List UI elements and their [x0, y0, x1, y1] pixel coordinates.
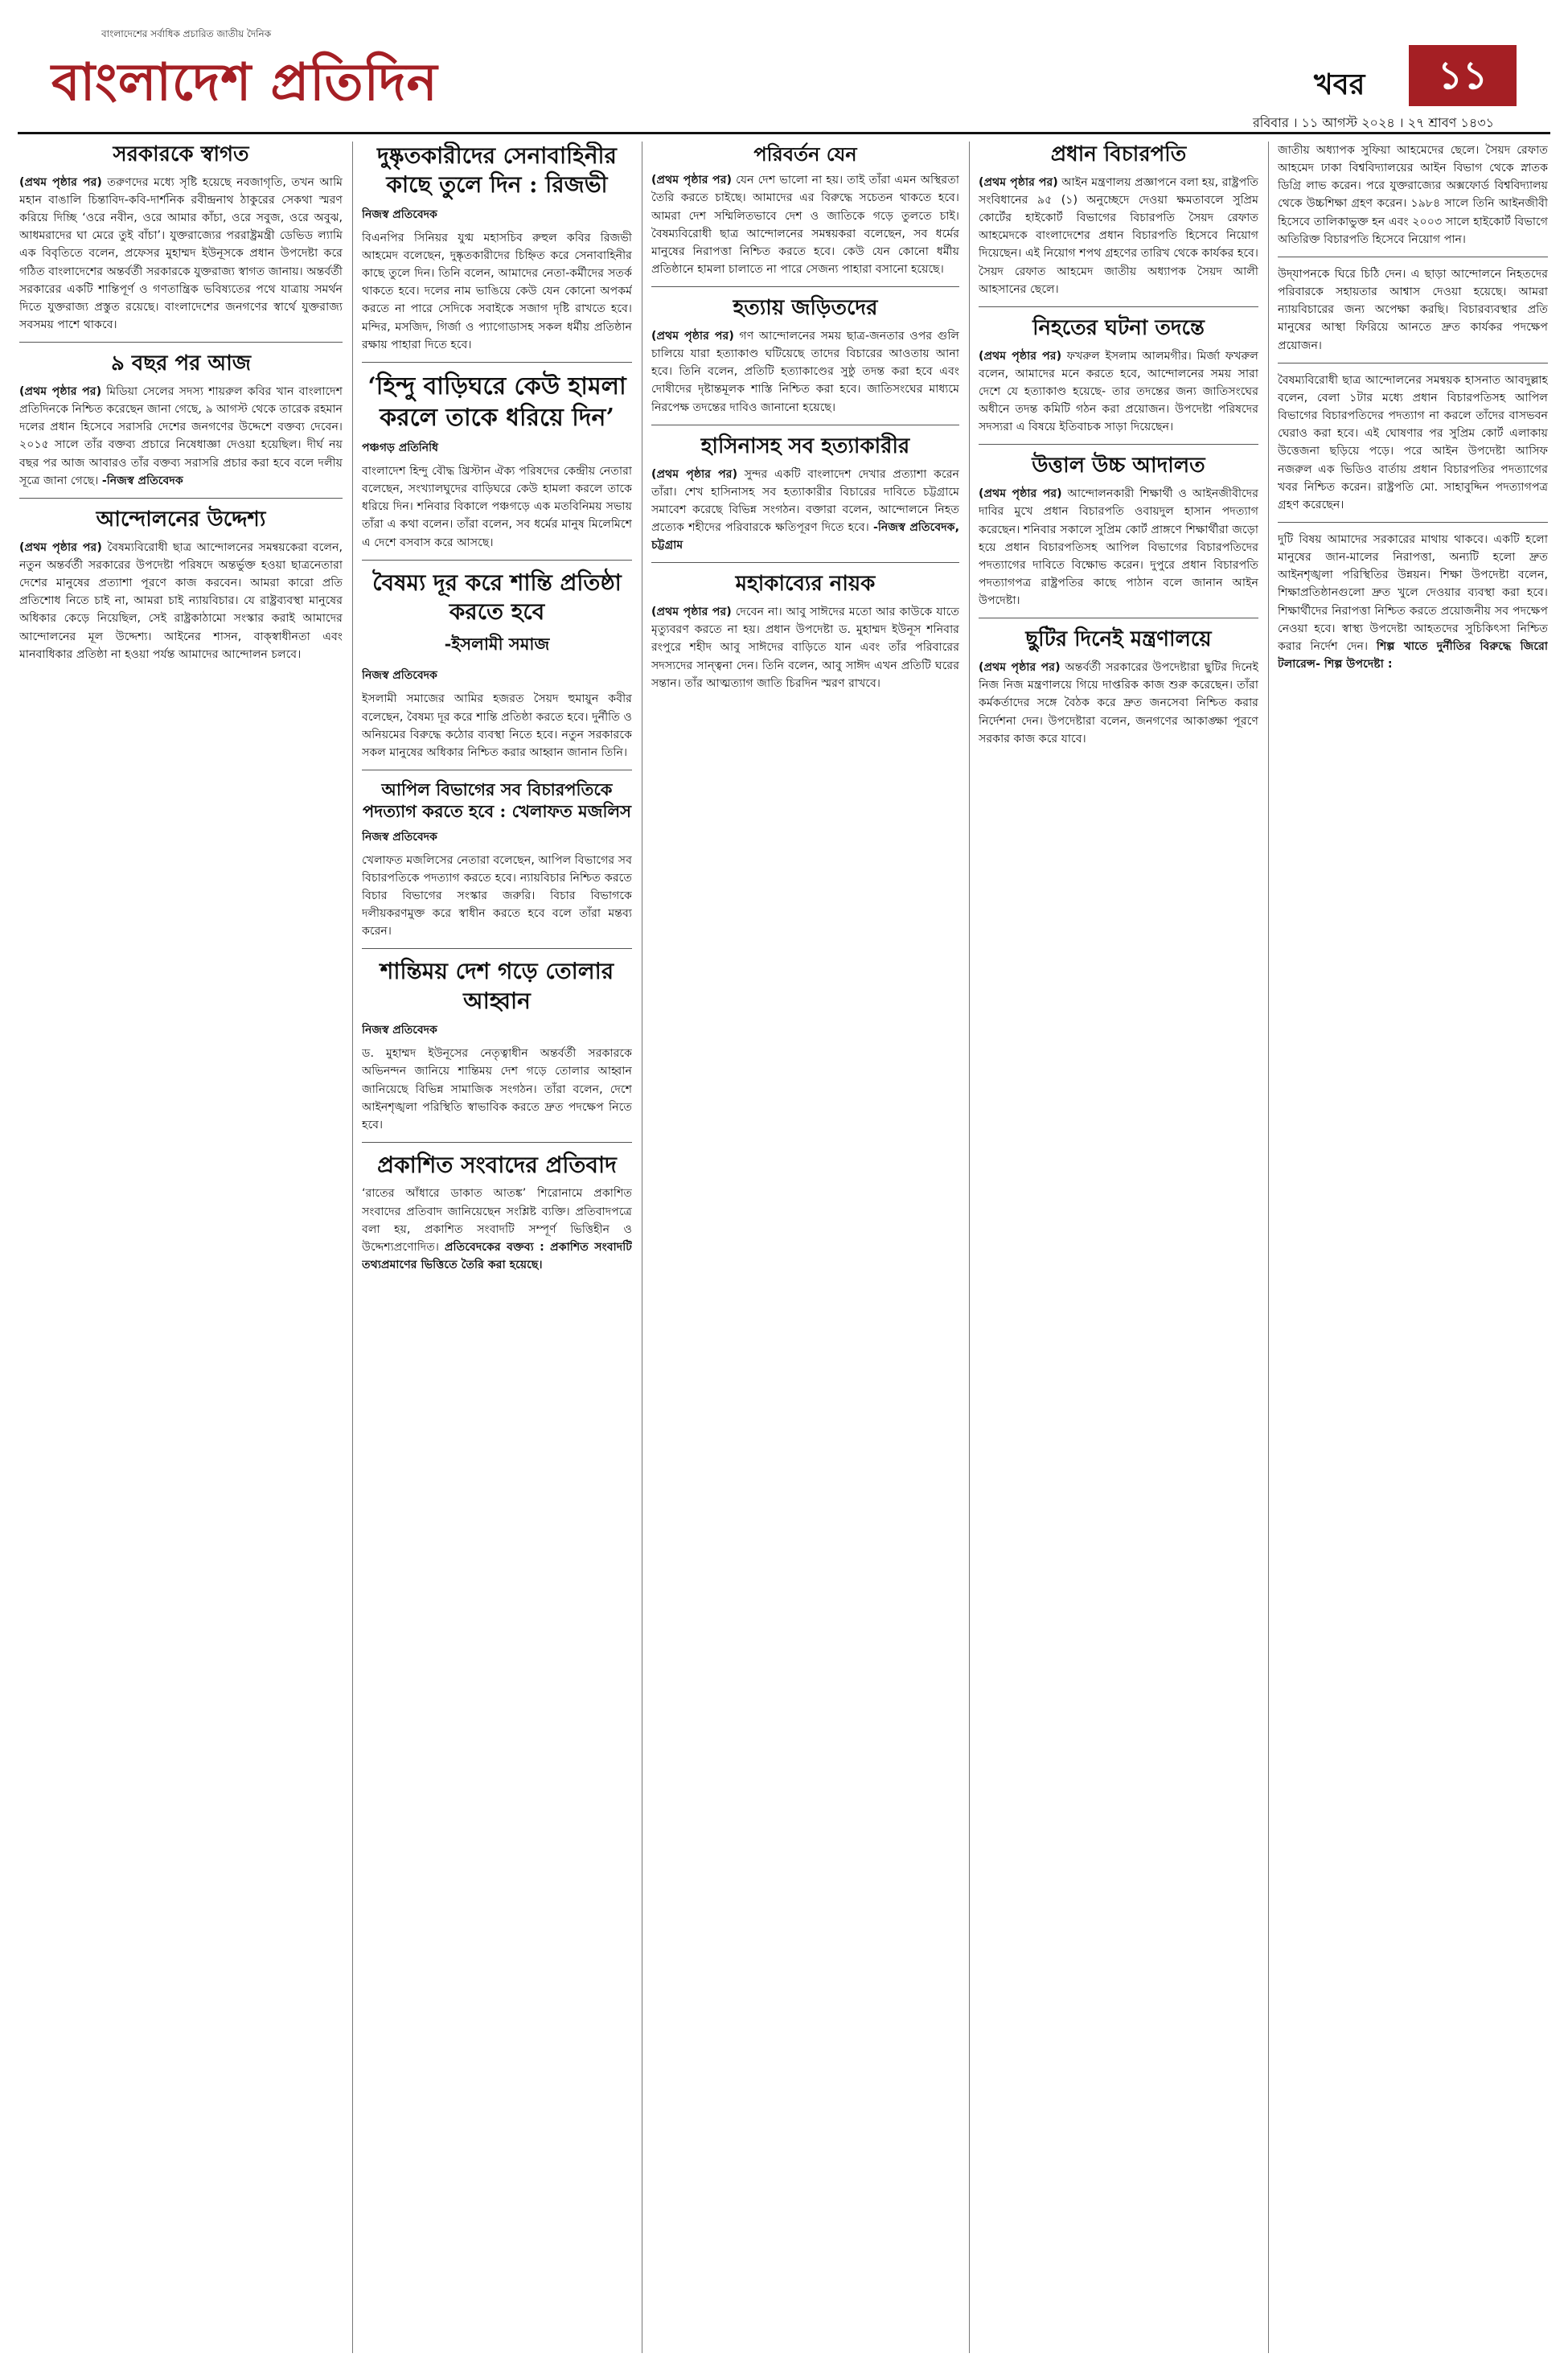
page-number: ১১ — [1409, 45, 1517, 106]
article-rizvi: বিএনপির সিনিয়র যুগ্ম মহাসচিব রুহুল কবির রিজভী আহমেদ বলেছেন, দুষ্কৃতকারীদের চিহ্নিত করে সেনাবাহিনীর কাছে তুলে দিন। তিনি বলেন, আমাদের নেতা-কর্মীদের সতর্ক থাকতে হবে। দলের নাম ভাঙিয়ে কেউ যেন কোনো অপকর্ম করতে না পারে সেদিকে সবাইকে সজাগ দৃষ্টি রাখতে হবে। মন্দির, মসজিদ, গির্জা ও প্যাগোডাসহ সকল ধর্মীয় প্রতিষ্ঠান রক্ষায় পাহারা দিতে হবে। — [362, 231, 632, 351]
article-movement-objective: (প্রথম পৃষ্ঠার পর) বৈষম্যবিরোধী ছাত্র আন্দোলনের সমন্বয়কেরা বলেন, নতুন অন্তর্বর্তী সরকারের উপদেষ্টা পরিষদে অন্তর্ভুক্ত হওয়া ছাত্রনেতারা দেশের মানুষের প্রত্যাশা পূরণে কাজ করবেন। আমরা কারো প্রতি প্রতিশোধ নিতে চাই না, আমরা চাই ন্যায়বিচার। যে রাষ্ট্রব্যবস্থা মানুষের অধিকার কেড়ে নিয়েছিল, সেই রাষ্ট্রকাঠামো সংস্কার করাই আমাদের আন্দোলনের মূল উদ্দেশ্য। আইনের শাসন, বাক্‌স্বাধীনতা এবং মানবাধিকার প্রতিষ্ঠা না হওয়া পর্যন্ত আমাদের আন্দোলন চলবে। — [19, 540, 343, 661]
article-protest-notice: ‘রাতের আঁধারে ডাকাত আতঙ্ক’ শিরোনামে প্রকাশিত সংবাদের প্রতিবাদ জানিয়েছেন সংশ্লিষ্ট ব্যক্তি। প্রতিবাদপত্রে বলা হয়, প্রকাশিত সংবাদটি সম্পূর্ণ ভিত্তিহীন ও উদ্দেশ্যপ্রণোদিত। প্রতিবেদকের বক্তব্য : প্রকাশিত সংবাদটি তথ্যপ্রমাণের ভিত্তিতে তৈরি করা হয়েছে। — [362, 1187, 632, 1272]
headline-peaceful-country: শান্তিময় দেশ গড়ে তোলার আহ্বান — [380, 958, 614, 1014]
column-3 — [651, 142, 959, 2353]
headline-protest-notice: প্রকাশিত সংবাদের প্রতিবাদ — [377, 1152, 617, 1178]
article-death-investigation: (প্রথম পৃষ্ঠার পর) ফখরুল ইসলাম আলমগীর। মির্জা ফখরুল বলেন, আমাদের মনে করতে হবে, আন্দোলনের সময় সারা দেশে যে হত্যাকাণ্ড হয়েছে- তার তদন্তের জন্য জাতিসংঘের অধীনে তদন্ত কমিটি গঠন করা প্রয়োজন। উপদেষ্টা পরিষদের সদস্যরা এ বিষয়ে ইতিবাচক সাড়া দিয়েছেন। — [979, 349, 1258, 434]
headline-welcome-government: সরকারকে স্বাগত — [113, 142, 249, 166]
column-1 — [19, 142, 343, 2353]
article-hasina-killers: (প্রথম পৃষ্ঠার পর) সুন্দর একটি বাংলাদেশ দেখার প্রত্যাশা করেন তাঁরা। শেখ হাসিনাসহ সব হত্যাকারীর বিচারের দাবিতে চট্টগ্রামে সমাবেশ করেছে বিভিন্ন সংগঠন। বক্তারা বলেন, আন্দোলনে নিহত প্রত্যেক শহীদের পরিবারকে ক্ষতিপূরণ দিতে হবে। -নিজস্ব প্রতিবেদক, চট্টগ্রাম — [651, 467, 959, 552]
headline-khelafat-majlis: আপিল বিভাগের সব বিচারপতিকে পদত্যাগ করতে হবে : খেলাফত মজলিস — [362, 779, 632, 822]
article-separator — [362, 948, 632, 949]
masthead — [0, 0, 1568, 130]
article-killers-involved: (প্রথম পৃষ্ঠার পর) গণ আন্দোলনের সময় ছাত্র-জনতার ওপর গুলি চালিয়ে যারা হত্যাকাণ্ড ঘটিয়েছে তাদের বিচারের আওতায় আনা হবে। তিনি বলেন, প্রতিটি হত্যাকাণ্ডের সুষ্ঠু তদন্ত করা হবে এবং দোষীদের দৃষ্টান্তমূলক শাস্তি নিশ্চিত করা হবে। জাতিসংঘের মাধ্যমে নিরপেক্ষ তদন্তের দাবিও জানানো হয়েছে। — [651, 329, 959, 414]
article-separator — [19, 498, 343, 499]
article-epic-hero: (প্রথম পৃষ্ঠার পর) দেবেন না। আবু সাঈদের মতো আর কাউকে যাতে মৃত্যুবরণ করতে না হয়। প্রধান উপদেষ্টা ড. মুহাম্মদ ইউনূস শনিবার রংপুরে শহীদ আবু সাঈদের বাড়িতে যান এবং তাঁর পরিবারের সদস্যদের সান্ত্বনা দেন। তিনি বলেন, আবু সাঈদ এখন প্রতিটি ঘরের সন্তান। তাঁর আত্মত্যাগ জাতি চিরদিন স্মরণ রাখবে। — [651, 606, 959, 690]
article-welcome-government: (প্রথম পৃষ্ঠার পর) তরুণদের মধ্যে সৃষ্টি হয়েছে নবজাগৃতি, তখন আমি মহান বাঙালি চিন্তাবিদ-কবি-দার্শনিক রবীন্দ্রনাথ ঠাকুরের সেকথা স্মরণ করিয়ে দিচ্ছি ‘ওরে নবীন, ওরে আমার কাঁচা, ওরে সবুজ, ওরে অবুঝ, আধমরাদের ঘা মেরে তুই বাঁচা’। যুক্তরাজ্যের পররাষ্ট্রমন্ত্রী ডেভিড ল্যামি এক বিবৃতিতে বলেন, প্রফেসর মুহাম্মদ ইউনূসকে প্রধান উপদেষ্টা করে গঠিত বাংলাদেশের অন্তর্বর্তী সরকারকে যুক্তরাজ্য স্বাগত জানায়। অন্তর্বর্তী সরকারের একটি শান্তিপূর্ণ ও গণতান্ত্রিক ভবিষ্যতের পথে যাত্রায় সমর্থন দিতে যুক্তরাজ্য প্রস্তুত রয়েছে। বাংলাদেশের জনগণের স্বার্থে যুক্তরাজ্য সবসময় পাশে থাকবে। — [19, 175, 343, 332]
headline-chief-justice: প্রধান বিচারপতি — [1050, 142, 1187, 166]
headline-killers-involved: হত্যায় জড়িতদের — [733, 296, 878, 321]
headline-nine-years: ৯ বছর পর আজ — [110, 351, 252, 376]
column-4 — [979, 142, 1258, 2353]
section-label: খবর — [1314, 68, 1365, 101]
article-chief-justice-continued: জাতীয় অধ্যাপক সুফিয়া আহমেদের ছেলে। সৈয়দ রেফাত আহমেদ ঢাকা বিশ্ববিদ্যালয়ের আইন বিভাগ থেকে স্নাতক ডিগ্রি লাভ করেন। পরে যুক্তরাজ্যের অক্সফোর্ড বিশ্ববিদ্যালয় থেকে উচ্চশিক্ষা গ্রহণ করেন। ১৯৮৪ সালে তিনি আইনজীবী হিসেবে তালিকাভুক্ত হন এবং ২০০৩ সালে হাইকোর্ট বিভাগে অতিরিক্ত বিচারপতি হিসেবে নিয়োগ পান। — [1278, 144, 1548, 246]
article-separator — [362, 1142, 632, 1143]
byline: পঞ্চগড় প্রতিনিধি — [362, 441, 438, 454]
article-separator — [979, 306, 1258, 307]
headline-death-investigation: নিহতের ঘটনা তদন্তে — [1032, 315, 1205, 340]
column-divider — [1268, 142, 1269, 2353]
masthead-rule — [18, 132, 1550, 134]
headline-hasina-killers: হাসিনাসহ সব হত্যাকারীর — [700, 433, 910, 458]
column-divider — [969, 142, 970, 2353]
column-divider — [352, 142, 353, 2353]
article-separator — [979, 444, 1258, 445]
issue-date: রবিবার । ১১ আগস্ট ২০২৪ । ২৭ শ্রাবণ ১৪৩১ — [1253, 115, 1494, 130]
article-separator — [1278, 522, 1548, 523]
logo-text: বাংলাদেশ প্রতিদিন — [51, 52, 438, 113]
article-chief-justice: (প্রথম পৃষ্ঠার পর) আইন মন্ত্রণালয় প্রজ্ঞাপনে বলা হয়, রাষ্ট্রপতি সংবিধানের ৯৫ (১) অনুচ্ছেদে দেওয়া ক্ষমতাবলে সুপ্রিম কোর্টের হাইকোর্ট বিভাগের বিচারপতি সৈয়দ রেফাত আহমেদকে বাংলাদেশের প্রধান বিচারপতি হিসেবে নিয়োগ দিয়েছেন। এই নিয়োগ শপথ গ্রহণের তারিখ থেকে কার্যকর হবে। সৈয়দ রেফাত আহমেদ জাতীয় অধ্যাপক সৈয়দ আলী আহসানের ছেলে। — [979, 175, 1258, 296]
article-end-discrimination: ইসলামী সমাজের আমির হজরত সৈয়দ হুমায়ুন কবীর বলেছেন, বৈষম্য দূর করে শান্তি প্রতিষ্ঠা করতে হবে। দুর্নীতি ও অনিয়মের বিরুদ্ধে কঠোর ব্যবস্থা নিতে হবে। নতুন সরকারকে সকল মানুষের অধিকার নিশ্চিত করার আহ্বান জানান তিনি। — [362, 692, 632, 759]
column-5 — [1278, 142, 1548, 2353]
article-separator — [362, 560, 632, 561]
headline-rizvi: দুষ্কৃতকারীদের সেনাবাহিনীর কাছে তুলে দিন : রিজভী — [377, 142, 617, 199]
byline: নিজস্ব প্রতিবেদক — [362, 830, 437, 844]
article-death-investigation-continued: উদ্‌যাপনকে ঘিরে চিঠি দেন। এ ছাড়া আন্দোলনে নিহতদের পরিবারকে সহায়তার আশ্বাস দেওয়া হয়েছে। আমরা ন্যায়বিচারের জন্য অপেক্ষা করছি। বিচারব্যবস্থার প্রতি মানুষের আস্থা ফিরিয়ে আনতে দ্রুত কার্যকর পদক্ষেপ প্রয়োজন। — [1278, 267, 1548, 352]
article-holiday-ministry: (প্রথম পৃষ্ঠার পর) অন্তর্বর্তী সরকারের উপদেষ্টারা ছুটির দিনেই নিজ নিজ মন্ত্রণালয়ে গিয়ে দাপ্তরিক কাজ শুরু করেছেন। তাঁরা কর্মকর্তাদের সঙ্গে বৈঠক করে দ্রুত জনসেবা নিশ্চিত করার নির্দেশনা দেন। উপদেষ্টারা বলেন, জনগণের আকাঙ্ক্ষা পূরণে সরকার কাজ করে যাবে। — [979, 661, 1258, 745]
article-peaceful-country: ড. মুহাম্মদ ইউনূসের নেতৃত্বাধীন অন্তর্বর্তী সরকারকে অভিনন্দন জানিয়ে শান্তিময় দেশ গড়ে তোলার আহ্বান জানিয়েছে বিভিন্ন সামাজিক সংগঠন। তাঁরা বলেন, দেশে আইনশৃঙ্খলা পরিস্থিতি স্বাভাবিক করতে দ্রুত পদক্ষেপ নিতে হবে। — [362, 1047, 632, 1132]
article-high-court-turmoil-continued: বৈষম্যবিরোধী ছাত্র আন্দোলনের সমন্বয়ক হাসনাত আবদুল্লাহ বলেন, বেলা ১টার মধ্যে প্রধান বিচারপতিসহ আপিল বিভাগের বিচারপতিদের পদত্যাগ না করলে তাঁদের বাসভবন ঘেরাও করা হবে। এই ঘোষণার পর সুপ্রিম কোর্ট এলাকায় উত্তেজনা ছড়িয়ে পড়ে। পরে আইন উপদেষ্টা আসিফ নজরুল এক ভিডিও বার্তায় প্রধান বিচারপতির পদত্যাগের খবর নিশ্চিত করেন। রাষ্ট্রপতি মো. সাহাবুদ্দিন পদত্যাগপত্র গ্রহণ করেছেন। — [1278, 373, 1548, 511]
article-hindu-homes: বাংলাদেশ হিন্দু বৌদ্ধ খ্রিস্টান ঐক্য পরিষদের কেন্দ্রীয় নেতারা বলেছেন, সংখ্যালঘুদের বাড়িঘরে কেউ হামলা করলে তাকে ধরিয়ে দিন। শনিবার বিকালে পঞ্চগড়ে এক মতবিনিময় সভায় তাঁরা এ কথা বলেন। তাঁরা বলেন, সব ধর্মের মানুষ মিলেমিশে এ দেশে বসবাস করে আসছে। — [362, 464, 632, 549]
article-separator — [651, 562, 959, 563]
byline: নিজস্ব প্রতিবেদক — [362, 1024, 437, 1037]
article-separator — [651, 286, 959, 287]
subhead-islami-samaj: -ইসলামী সমাজ — [444, 634, 550, 655]
article-holiday-ministry-continued: দুটি বিষয় আমাদের সরকারের মাথায় থাকবে। একটি হলো মানুষের জান-মালের নিরাপত্তা, অন্যটি হলো দ্রুত আইনশৃঙ্খলা পরিস্থিতির উন্নয়ন। শিক্ষা উপদেষ্টা বলেন, শিক্ষাপ্রতিষ্ঠানগুলো দ্রুত খুলে দেওয়ার ব্যবস্থা করা হবে। শিক্ষার্থীদের নিরাপত্তা নিশ্চিত করতে প্রয়োজনীয় সব পদক্ষেপ নেওয়া হবে। স্বাস্থ্য উপদেষ্টা আহতদের সুচিকিৎসা নিশ্চিত করার নির্দেশ দেন। শিল্প খাতে দুর্নীতির বিরুদ্ধে জিরো টলারেন্স- শিল্প উপদেষ্টা : — [1278, 532, 1548, 672]
newspaper-logo — [51, 28, 438, 129]
headline-hindu-homes: ‘হিন্দু বাড়িঘরে কেউ হামলা করলে তাকে ধরিয়ে দিন’ — [367, 372, 626, 432]
column-2 — [362, 142, 632, 2353]
headline-change: পরিবর্তন যেন — [753, 142, 857, 166]
article-change: (প্রথম পৃষ্ঠার পর) যেন দেশ ভালো না হয়। তাই তাঁরা এমন অস্থিরতা তৈরি করতে চাইছে। আমাদের এর বিরুদ্ধে সচেতন থাকতে হবে। আমরা দেশ সম্মিলিতভাবে দেশ ও জাতিকে গড়ে তুলতে চাই। বৈষম্যবিরোধী ছাত্র আন্দোলনের সমন্বয়করা বলেছেন, সব ধর্মের মানুষের নিরাপত্তা নিশ্চিত করতে হবে। কেউ যেন কোনো ধর্মীয় প্রতিষ্ঠানে হামলা চালাতে না পারে সেজন্য পাহারা বসানো হয়েছে। — [651, 174, 959, 276]
article-separator — [19, 342, 343, 343]
headline-end-discrimination: বৈষম্য দূর করে শান্তি প্রতিষ্ঠা করতে হবে — [372, 569, 622, 626]
headline-holiday-ministry: ছুটির দিনেই মন্ত্রণালয়ে — [1025, 627, 1212, 652]
headline-movement-objective: আন্দোলনের উদ্দেশ্য — [96, 507, 266, 532]
headline-epic-hero: মহাকাব্যের নায়ক — [735, 572, 876, 597]
byline: নিজস্ব প্রতিবেদক — [362, 207, 437, 221]
headline-high-court-turmoil: উত্তাল উচ্চ আদালত — [1032, 454, 1205, 478]
article-khelafat-majlis: খেলাফত মজলিসের নেতারা বলেছেন, আপিল বিভাগের সব বিচারপতিকে পদত্যাগ করতে হবে। ন্যায়বিচার নিশ্চিত করতে বিচার বিভাগের সংস্কার জরুরি। বিচার বিভাগকে দলীয়করণমুক্ত করে স্বাধীন করতে হবে বলে তাঁরা মন্তব্য করেন। — [362, 853, 632, 939]
byline: নিজস্ব প্রতিবেদক — [362, 669, 437, 683]
article-nine-years: (প্রথম পৃষ্ঠার পর) মিডিয়া সেলের সদস্য শায়রুল কবির খান বাংলাদেশ প্রতিদিনকে নিশ্চিত করেছেন জানা গেছে, ৯ আগস্ট থেকে তারেক রহমান দলের প্রধান হিসেবে সরাসরি দেশের জনগণের উদ্দেশে বক্তব্য দেবেন। ২০১৫ সালে তাঁর বক্তব্য প্রচারে নিষেধাজ্ঞা দেওয়া হয়েছিল। দীর্ঘ নয় বছর পর আজ আবারও তাঁর বক্তব্য সরাসরি প্রচার করা হবে বলে দলীয় সূত্রে জানা গেছে। -নিজস্ব প্রতিবেদক — [19, 385, 343, 487]
article-separator — [362, 362, 632, 363]
article-high-court-turmoil: (প্রথম পৃষ্ঠার পর) আন্দোলনকারী শিক্ষার্থী ও আইনজীবীদের দাবির মুখে প্রধান বিচারপতি ওবায়দুল হাসান পদত্যাগ করেছেন। শনিবার সকালে সুপ্রিম কোর্ট প্রাঙ্গণে শিক্ষার্থীরা জড়ো হয়ে প্রধান বিচারপতিসহ আপিল বিভাগের বিচারপতিদের পদত্যাগের দাবিতে বিক্ষোভ করেন। দুপুরে প্রধান বিচারপতি পদত্যাগপত্র রাষ্ট্রপতির কাছে পাঠান বলে জানান আইন উপদেষ্টা। — [979, 487, 1258, 608]
masthead-tagline: বাংলাদেশের সর্বাধিক প্রচারিত জাতীয় দৈনিক — [101, 28, 272, 39]
